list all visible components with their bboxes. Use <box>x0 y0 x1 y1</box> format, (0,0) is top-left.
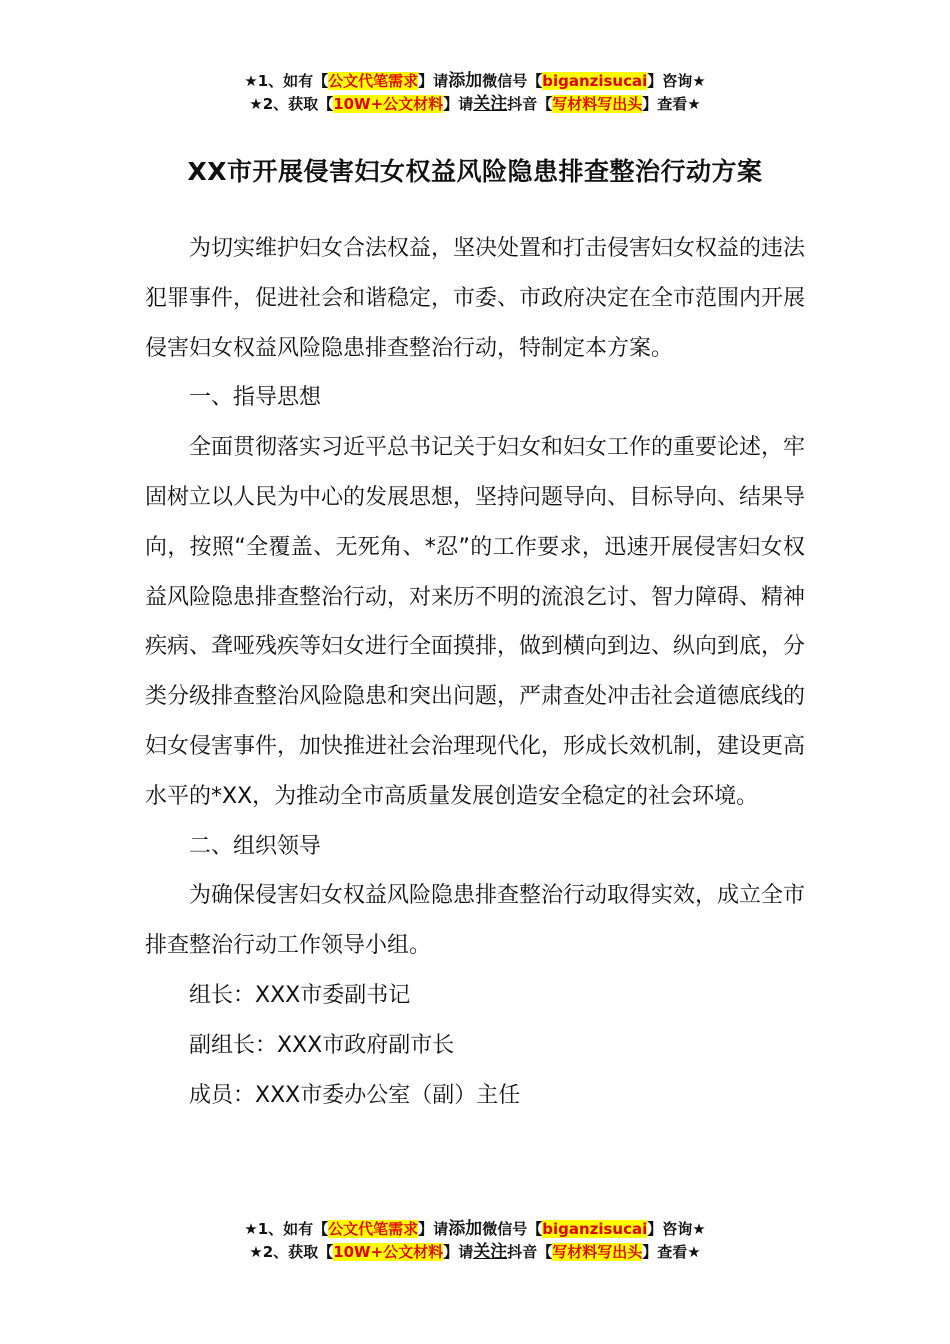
document-title: XX市开展侵害妇女权益风险隐患排查整治行动方案 <box>187 157 763 186</box>
paragraph-intro: 为切实维护妇女合法权益，坚决处置和打击侵害妇女权益的违法犯罪事件，促进社会和谐稳定，市委、市政府决定在全市范围内开展侵害妇女权益风险隐患排查整治行动，特制定本方案。 <box>145 236 806 361</box>
star-icon: ★ <box>244 1220 258 1238</box>
highlight-wechat-id: biganzisucai <box>542 72 648 90</box>
member-deputy-leader: 副组长：XXX市政府副市长 <box>189 1032 455 1058</box>
highlight-service: 公文代笔需求 <box>328 72 419 90</box>
highlight-materials: 10W+公文材料 <box>333 1243 444 1261</box>
member-leader: 组长：XXX市委副书记 <box>189 982 411 1008</box>
document-body <box>145 224 805 1120</box>
star-icon: ★ <box>249 1243 263 1261</box>
paragraph-organization: 为确保侵害妇女权益风险隐患排查整治行动取得实效，成立全市排查整治行动工作领导小组。 <box>145 883 806 959</box>
highlight-douyin: 写材料写出头 <box>552 1243 643 1261</box>
star-icon: ★ <box>244 72 258 90</box>
member-members: 成员：XXX市委办公室（副）主任 <box>189 1082 521 1108</box>
footer-banner <box>0 1218 950 1264</box>
header-banner <box>0 70 950 116</box>
paragraph-guiding-thought: 全面贯彻落实习近平总书记关于妇女和妇女工作的重要论述，牢固树立以人民为中心的发展思想，坚持问题导向、目标导向、结果导向，按照“全覆盖、无死角、*忍”的工作要求，迅速开展侵害妇女权益风险隐患排查整治行动，对来历不明的流浪乞讨、智力障碍、精神疾病、聋哑残疾等妇女进行全面摸排，做到横向到边、纵向到底，分类分级排查整治风险隐患和突出问题，严肃查处冲击社会道德底线的妇女侵害事件，加快推进社会治理现代化，形成长效机制，建设更高水平的*XX，为推动全市高质量发展创造安全稳定的社会环境。 <box>145 435 806 809</box>
star-icon: ★ <box>249 95 263 113</box>
banner-line-1: ★1、如有【公文代笔需求】请添加微信号【biganzisucai】咨询★ <box>244 71 706 91</box>
section-heading-2: 二、组织领导 <box>189 833 322 859</box>
banner-line-2: ★2、获取【10W+公文材料】请关注抖音【写材料写出头】查看★ <box>249 94 701 114</box>
section-heading-1: 一、指导思想 <box>189 385 322 411</box>
banner-line-2: ★2、获取【10W+公文材料】请关注抖音【写材料写出头】查看★ <box>249 1242 701 1262</box>
highlight-service: 公文代笔需求 <box>328 1220 419 1238</box>
highlight-wechat-id: biganzisucai <box>542 1220 648 1238</box>
highlight-douyin: 写材料写出头 <box>552 95 643 113</box>
banner-line-1: ★1、如有【公文代笔需求】请添加微信号【biganzisucai】咨询★ <box>244 1219 706 1239</box>
highlight-materials: 10W+公文材料 <box>333 95 444 113</box>
